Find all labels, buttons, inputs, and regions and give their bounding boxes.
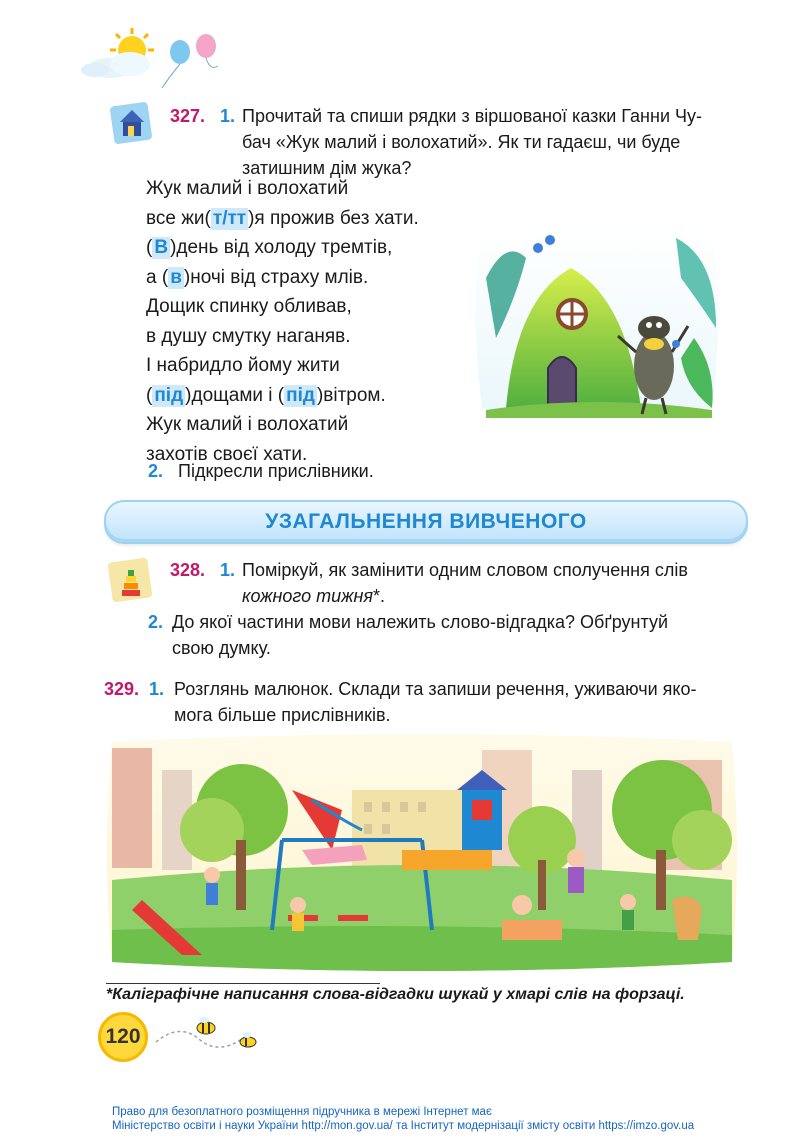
poem-line: а ( в )ночі від страху млів. [146, 266, 369, 288]
poem-line: все жи( т/тт )я прожив без хати. [146, 207, 419, 229]
task-line: мога більше прислівників. [174, 705, 391, 725]
letter-choice: в [170, 266, 182, 288]
letter-choice: т/тт [212, 207, 247, 229]
poem-line: ( В )день від холоду тремтів, [146, 237, 393, 258]
task-line: свою думку. [172, 638, 271, 658]
task-line: Поміркуй, як замінити одним словом сполучення слів [242, 560, 688, 580]
footnote-rule [106, 983, 380, 984]
exercise-327-item-2 [148, 458, 374, 484]
item-number: 1. [220, 560, 236, 580]
exercise-328 [170, 557, 742, 609]
task-line: кожного тижня*. [242, 586, 386, 606]
house-icon [110, 98, 156, 144]
task-text: Підкресли прислівники. [178, 461, 374, 481]
poem-line: Жук малий і волохатий [146, 178, 349, 199]
poem-line: І набридло йому жити [146, 355, 340, 376]
page-number: 120 [105, 1025, 141, 1048]
footer-line: Право для безоплатного розміщення підручника в мережі Інтернет має [112, 1106, 492, 1118]
poem-line: ( під )дощами і ( під )вітром. [146, 384, 386, 406]
item-number: 1. [149, 679, 165, 699]
exercise-number: 328. [170, 560, 206, 580]
beetle-house-illustration [466, 218, 728, 424]
task-line: Розглянь малюнок. Склади та запиши речення, уживаючи яко- [174, 679, 697, 699]
letter-choice: В [154, 237, 169, 258]
item-number: 2. [148, 461, 164, 481]
playground-illustration [102, 730, 742, 976]
poem-line: захотів своєї хати. [146, 443, 308, 465]
exercise-number: 329. [104, 679, 140, 699]
pyramid-toy-icon [108, 556, 154, 602]
letter-choice: під [154, 384, 184, 406]
section-banner [104, 500, 748, 544]
item-number: 2. [148, 612, 164, 632]
section-title: УЗАГАЛЬНЕННЯ ВИВЧЕНОГО [265, 510, 587, 533]
exercise-327 [170, 103, 750, 181]
footnote: *Каліграфічне написання слова-відгадки шукай у хмарі слів на форзаці. [106, 986, 685, 1003]
task-line: До якої частини мови належить слово-відгадка? Обґрунтуй [172, 612, 668, 632]
poem-line: Дощик спинку обливав, [146, 296, 352, 317]
task-line: бач «Жук малий і волохатий». Як ти гадаєш, чи буде [242, 132, 681, 152]
exercise-number: 327. [170, 106, 206, 126]
poem-line: Жук малий і волохатий [146, 414, 349, 435]
poem [146, 174, 466, 469]
bee-icon [150, 1012, 270, 1058]
poem-line: в душу смутку наганяв. [146, 325, 351, 347]
item-number: 1. [220, 106, 236, 126]
letter-choice: під [286, 384, 315, 406]
exercise-328-item-2 [148, 609, 742, 661]
sun-cloud-balloons-decoration [70, 26, 230, 96]
task-line: затишним дім жука? [242, 158, 412, 178]
task-line: Прочитай та спиши рядки з віршованої казки Ганни Чу- [242, 106, 702, 126]
page-number-badge [98, 1012, 148, 1062]
exercise-329 [104, 676, 744, 728]
footer-line: Міністерство освіти і науки України http://mon.gov.ua/ та Інститут модернізації змісту освіти https://imzo.gov.ua [112, 1120, 695, 1132]
